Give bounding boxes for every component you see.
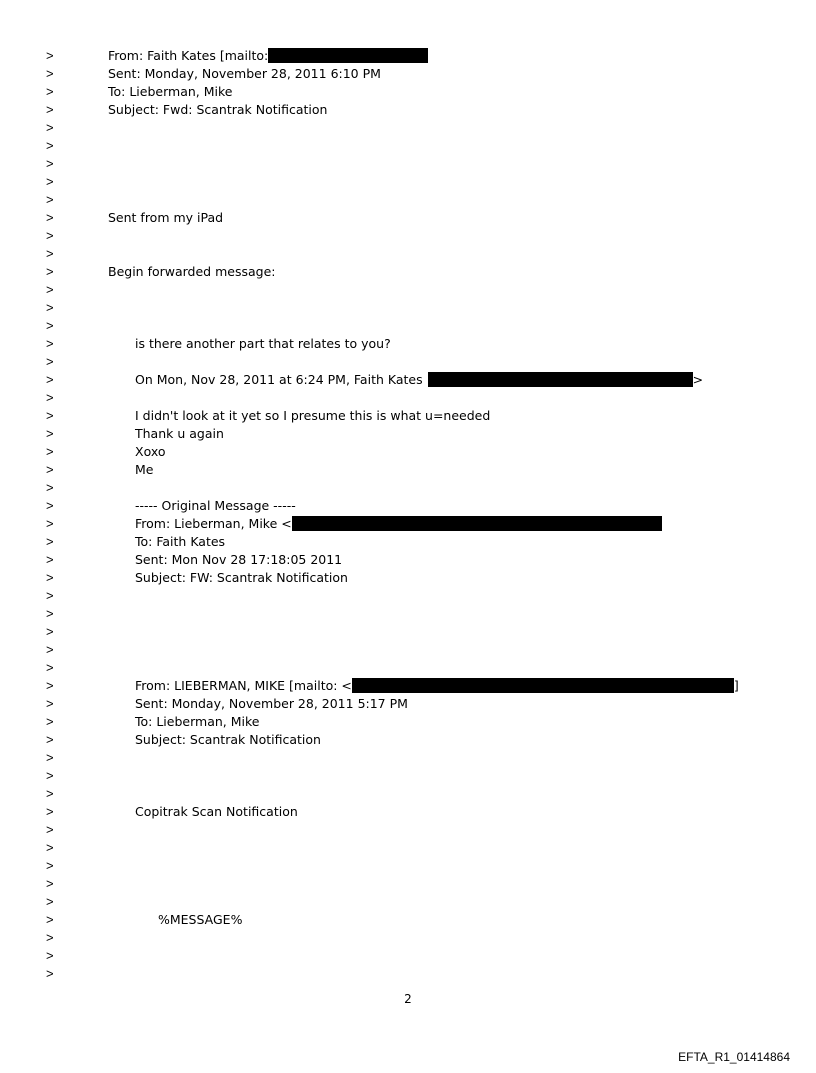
email-line-body-4 bbox=[135, 461, 153, 479]
quote-marker: > bbox=[46, 660, 54, 675]
quote-marker: > bbox=[46, 282, 54, 297]
quote-marker: > bbox=[46, 300, 54, 315]
quote-marker: > bbox=[46, 570, 54, 585]
line-text: Subject: FW: Scantrak Notification bbox=[135, 570, 348, 585]
email-line-subject-1 bbox=[108, 101, 327, 119]
line-text: Sent: Monday, November 28, 2011 6:10 PM bbox=[108, 66, 381, 81]
quote-marker: > bbox=[46, 678, 54, 693]
quote-marker: > bbox=[46, 534, 54, 549]
line-text: Subject: Scantrak Notification bbox=[135, 732, 321, 747]
quote-marker: > bbox=[46, 462, 54, 477]
quote-marker: > bbox=[46, 804, 54, 819]
quote-marker: > bbox=[46, 120, 54, 135]
line-text: Sent: Mon Nov 28 17:18:05 2011 bbox=[135, 552, 343, 567]
quote-marker: > bbox=[46, 84, 54, 99]
email-line-subject-2 bbox=[135, 569, 348, 587]
quote-marker: > bbox=[46, 336, 54, 351]
quote-marker: > bbox=[46, 156, 54, 171]
redaction-bar bbox=[352, 678, 734, 693]
redaction-bar bbox=[268, 48, 428, 63]
quote-marker: > bbox=[46, 948, 54, 963]
quote-marker: > bbox=[46, 102, 54, 117]
quote-marker: > bbox=[46, 966, 54, 981]
quote-marker: > bbox=[46, 768, 54, 783]
quote-marker: > bbox=[46, 210, 54, 225]
email-line-body-2 bbox=[135, 425, 224, 443]
quote-marker-column bbox=[46, 47, 62, 983]
line-text: Thank u again bbox=[135, 426, 224, 441]
quote-marker: > bbox=[46, 732, 54, 747]
line-text: Me bbox=[135, 462, 154, 477]
quote-marker: > bbox=[46, 822, 54, 837]
quote-marker: > bbox=[46, 750, 54, 765]
email-line-sent-1 bbox=[108, 65, 381, 83]
line-text: From: Lieberman, Mike < bbox=[135, 516, 292, 531]
email-line-message-placeholder bbox=[158, 911, 242, 929]
quote-marker: > bbox=[46, 228, 54, 243]
email-line-body-1 bbox=[135, 407, 490, 425]
quote-marker: > bbox=[46, 696, 54, 711]
line-text: Xoxo bbox=[135, 444, 166, 459]
quote-marker: > bbox=[46, 642, 54, 657]
quote-marker: > bbox=[46, 858, 54, 873]
quote-marker: > bbox=[46, 930, 54, 945]
quote-marker: > bbox=[46, 408, 54, 423]
quote-marker: > bbox=[46, 48, 54, 63]
line-text: Copitrak Scan Notification bbox=[135, 804, 298, 819]
line-suffix: ] bbox=[733, 678, 739, 693]
email-line-from-3 bbox=[135, 677, 739, 695]
line-text: Begin forwarded message: bbox=[108, 264, 276, 279]
email-line-sent-3 bbox=[135, 695, 408, 713]
email-line-on-date-line bbox=[135, 371, 703, 389]
email-line-original-message bbox=[135, 497, 296, 515]
quote-marker: > bbox=[46, 444, 54, 459]
quote-marker: > bbox=[46, 624, 54, 639]
line-text: Sent from my iPad bbox=[108, 210, 224, 225]
quote-marker: > bbox=[46, 264, 54, 279]
line-text: %MESSAGE% bbox=[158, 912, 243, 927]
quote-marker: > bbox=[46, 588, 54, 603]
email-line-subject-3 bbox=[135, 731, 321, 749]
line-text: ----- Original Message ----- bbox=[135, 498, 296, 513]
email-line-copitrak bbox=[135, 803, 298, 821]
quote-marker: > bbox=[46, 138, 54, 153]
page-number: 2 bbox=[404, 992, 412, 1006]
email-line-to-2 bbox=[135, 533, 225, 551]
quote-marker: > bbox=[46, 516, 54, 531]
line-text: From: Faith Kates [mailto: bbox=[108, 48, 269, 63]
quote-marker: > bbox=[46, 498, 54, 513]
quote-marker: > bbox=[46, 876, 54, 891]
bates-number: EFTA_R1_01414864 bbox=[678, 1050, 790, 1064]
redaction-bar bbox=[292, 516, 662, 531]
email-line-from-2 bbox=[135, 515, 662, 533]
email-line-question bbox=[135, 335, 391, 353]
email-line-from-1 bbox=[108, 47, 428, 65]
email-line-sent-2 bbox=[135, 551, 342, 569]
line-text: From: LIEBERMAN, MIKE [mailto: < bbox=[135, 678, 352, 693]
quote-marker: > bbox=[46, 246, 54, 261]
quote-marker: > bbox=[46, 390, 54, 405]
email-line-sent-from-ipad bbox=[108, 209, 223, 227]
email-line-body-3 bbox=[135, 443, 166, 461]
line-text: To: Lieberman, Mike bbox=[108, 84, 233, 99]
line-text: To: Lieberman, Mike bbox=[135, 714, 260, 729]
quote-marker: > bbox=[46, 840, 54, 855]
quote-marker: > bbox=[46, 894, 54, 909]
quote-marker: > bbox=[46, 174, 54, 189]
quote-marker: > bbox=[46, 354, 54, 369]
line-suffix: > bbox=[692, 372, 704, 387]
line-text: Sent: Monday, November 28, 2011 5:17 PM bbox=[135, 696, 408, 711]
quote-marker: > bbox=[46, 606, 54, 621]
quote-marker: > bbox=[46, 552, 54, 567]
quote-marker: > bbox=[46, 786, 54, 801]
line-text: On Mon, Nov 28, 2011 at 6:24 PM, Faith Kates bbox=[135, 372, 423, 387]
quote-marker: > bbox=[46, 318, 54, 333]
quote-marker: > bbox=[46, 372, 54, 387]
line-text: Subject: Fwd: Scantrak Notification bbox=[108, 102, 328, 117]
quote-marker: > bbox=[46, 480, 54, 495]
line-text: I didn't look at it yet so I presume this is what u=needed bbox=[135, 408, 491, 423]
quote-marker: > bbox=[46, 192, 54, 207]
quote-marker: > bbox=[46, 714, 54, 729]
quote-marker: > bbox=[46, 66, 54, 81]
email-line-to-3 bbox=[135, 713, 259, 731]
email-line-begin-forwarded bbox=[108, 263, 275, 281]
quote-marker: > bbox=[46, 426, 54, 441]
line-text: To: Faith Kates bbox=[135, 534, 226, 549]
line-text: is there another part that relates to you? bbox=[135, 336, 391, 351]
email-line-to-1 bbox=[108, 83, 232, 101]
quote-marker: > bbox=[46, 912, 54, 927]
redaction-bar bbox=[428, 372, 693, 387]
